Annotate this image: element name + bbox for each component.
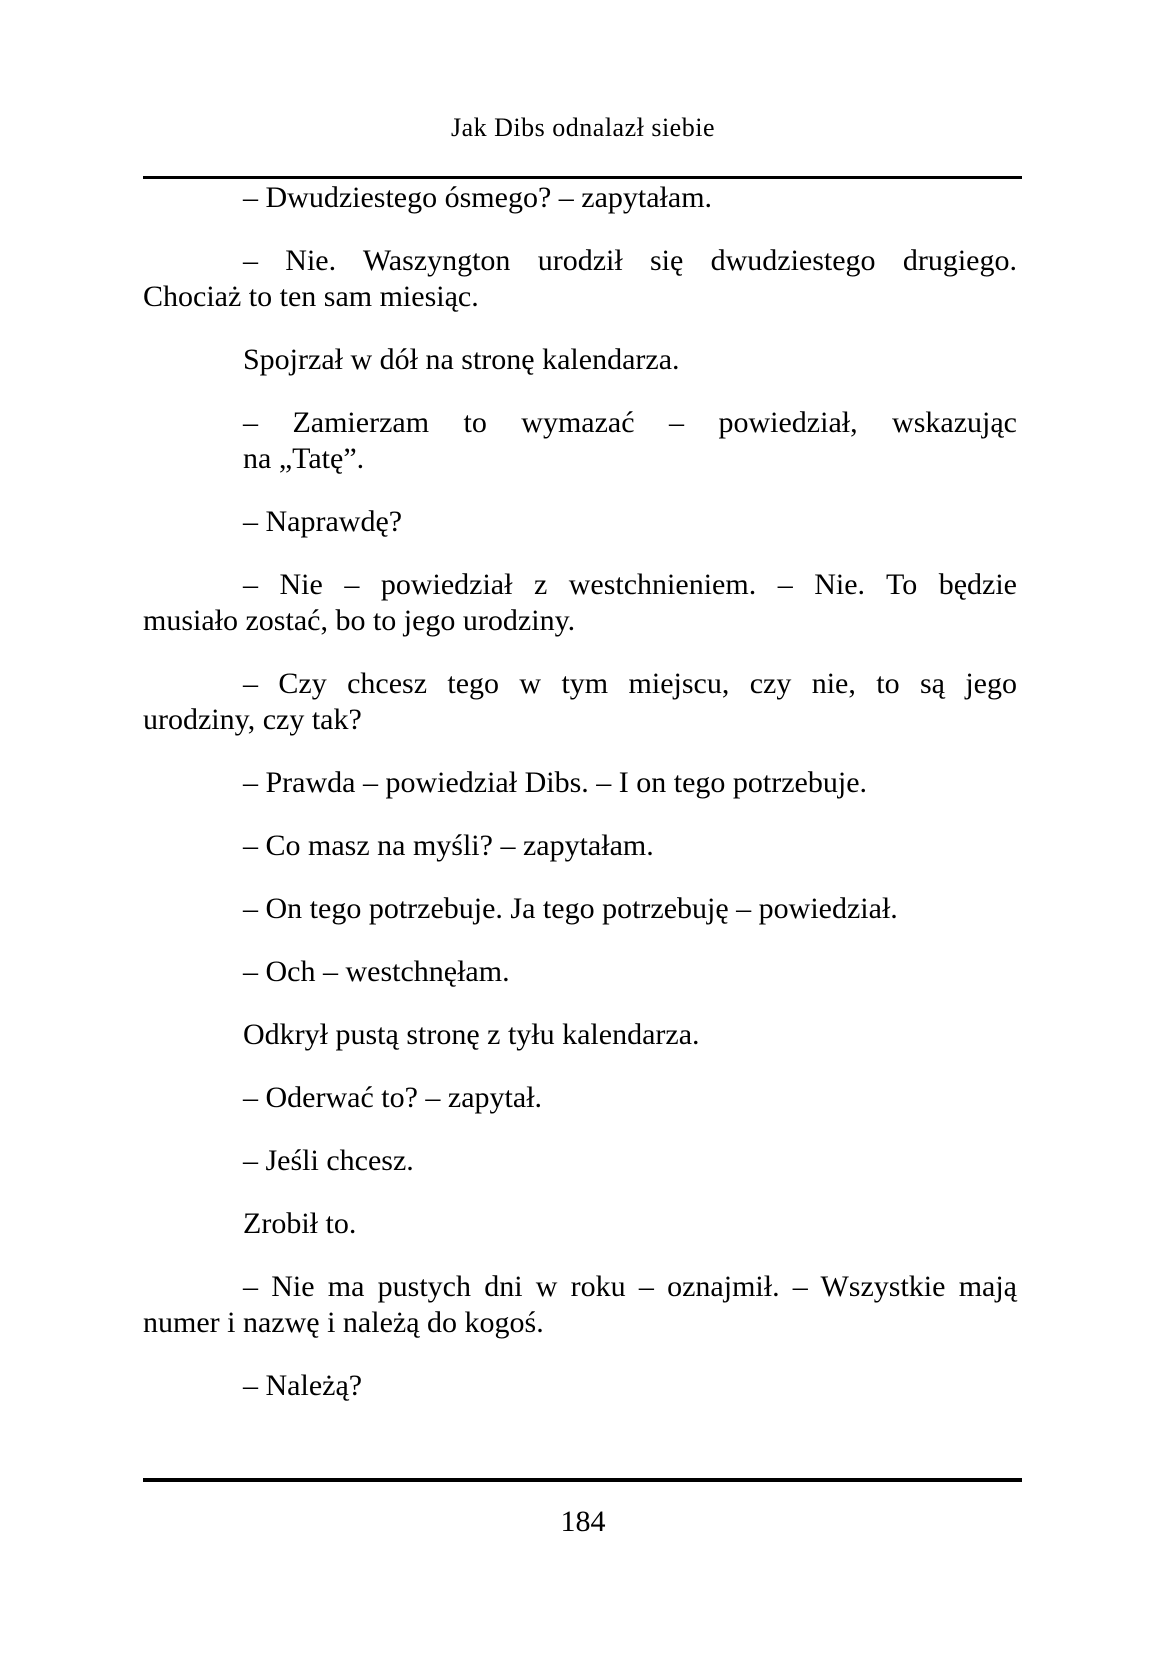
paragraph [143,1017,1017,1053]
text-line: – Jeśli chcesz. [243,1144,414,1177]
paragraph [143,342,1017,378]
text-line: – Należą? [243,1369,363,1402]
paragraph [143,1269,1017,1341]
paragraph [143,891,1017,927]
paragraph [143,1368,1017,1404]
paragraph [143,243,1017,315]
text-line: numer i nazwę i należą do kogoś. [143,1306,544,1339]
paragraph [143,1206,1017,1242]
text-line: – Naprawdę? [243,505,403,538]
paragraph [243,405,1017,477]
text-line: – Prawda – powiedział Dibs. – I on tego potrzebuje. [243,766,868,799]
paragraph [143,828,1017,864]
text-line: – Nie. Waszyngton urodził się dwudziestego drugiego. [243,244,1017,277]
text-line: – Nie ma pustych dni w roku – oznajmił. – Wszystkie mają [243,1270,1017,1303]
paragraph [143,504,1017,540]
text-line: musiało zostać, bo to jego urodziny. [143,604,576,637]
running-header [0,112,1166,144]
text-line: – Czy chcesz tego w tym miejscu, czy nie, to są jego [243,667,1017,700]
paragraph [143,765,1017,801]
text-line: – Co masz na myśli? – zapytałam. [243,829,654,862]
paragraph [143,180,1017,216]
text-line: Chociaż to ten sam miesiąc. [143,280,479,313]
page-content [143,180,1017,1431]
text-line: – Nie – powiedział z westchnieniem. – Nie. To będzie [243,568,1017,601]
footer-rule [143,1478,1022,1482]
page-footer [0,1504,1166,1540]
text-line: – Oderwać to? – zapytał. [243,1081,543,1114]
paragraph [143,1143,1017,1179]
paragraph [143,954,1017,990]
paragraph [143,1080,1017,1116]
paragraph [143,567,1017,639]
page-title: Jak Dibs odnalazł siebie [451,113,715,142]
text-line: – On tego potrzebuje. Ja tego potrzebuję – powiedział. [243,892,898,925]
text-line: Odkrył pustą stronę z tyłu kalendarza. [243,1018,700,1051]
paragraph [143,666,1017,738]
text-line: – Zamierzam to wymazać – powiedział, wskazując [243,406,1017,439]
text-line: – Och – westchnęłam. [243,955,510,988]
text-line: – Dwudziestego ósmego? – zapytałam. [243,181,713,214]
page-number: 184 [560,1505,606,1538]
text-line: urodziny, czy tak? [143,703,362,736]
text-line: Spojrzał w dół na stronę kalendarza. [243,343,680,376]
header-rule [143,176,1022,179]
text-line: Zrobił to. [243,1207,357,1240]
text-line: na „Tatę”. [243,442,365,475]
